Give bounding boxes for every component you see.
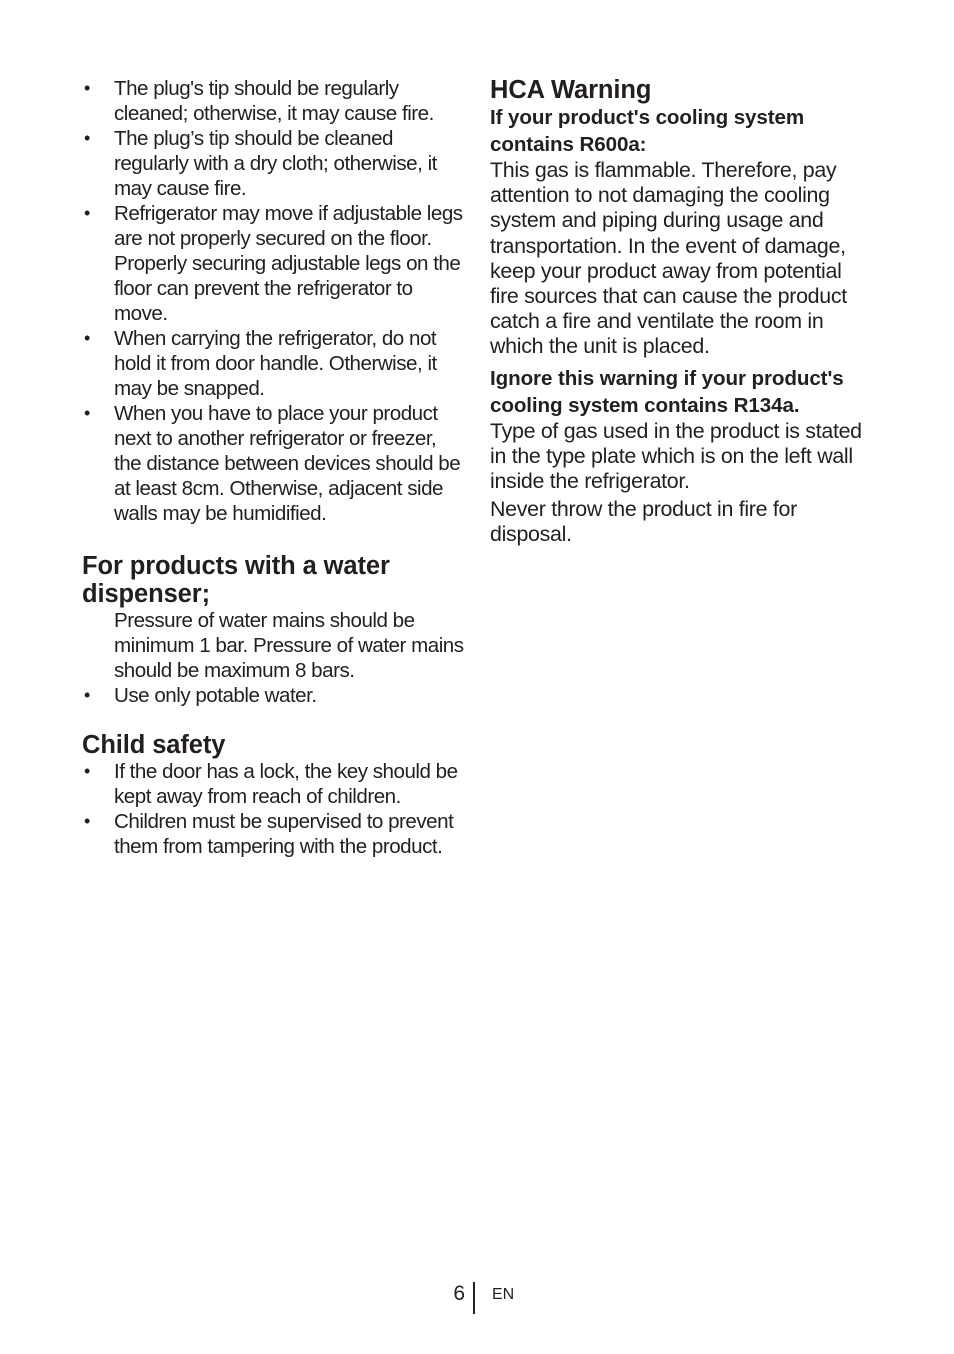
bullet-icon: • xyxy=(84,811,91,831)
list-item xyxy=(82,683,466,708)
bullet-icon: • xyxy=(84,128,91,148)
list-item-text: The plug's tip should be regularly cleaned; otherwise, it may cause fire. xyxy=(114,77,434,125)
list-item xyxy=(82,759,466,809)
bullet-icon: • xyxy=(84,761,91,781)
list-item-text: If the door has a lock, the key should be kept away from reach of children. xyxy=(114,760,458,808)
list-item xyxy=(82,809,466,859)
child-safety-bullet-list xyxy=(82,759,466,859)
list-item-text: Use only potable water. xyxy=(114,684,317,707)
left-column xyxy=(82,76,466,859)
bullet-icon: • xyxy=(84,328,91,348)
list-item-text: Children must be supervised to prevent them from tampering with the product. xyxy=(114,810,454,858)
bullet-icon: • xyxy=(84,78,91,98)
r600a-paragraph: This gas is flammable. Therefore, pay attention to not damaging the cooling system and piping during usage and transportation. In the event of damage, keep your product away from potential fire sources that can cause the product catch a fire and ventilate the room in which the unit is placed. xyxy=(490,158,847,359)
water-dispenser-heading: For products with a water dispenser; xyxy=(82,552,390,608)
list-item-text: Refrigerator may move if adjustable legs are not properly secured on the floor. Properly securing adjustable legs on the floor can prevent the refrigerator to move. xyxy=(114,202,463,325)
list-item xyxy=(82,201,466,326)
list-item-text: When you have to place your product next to another refrigerator or freezer, the distance between devices should be at least 8cm. Otherwise, adjacent side walls may be humidified. xyxy=(114,402,461,525)
water-bullet-list xyxy=(82,683,466,708)
list-item xyxy=(82,326,466,401)
hca-warning-heading: HCA Warning xyxy=(490,76,652,104)
footer-divider xyxy=(473,1282,475,1314)
bullet-icon: • xyxy=(84,203,91,223)
r600a-subheading: If your product's cooling system contains R600a: xyxy=(490,106,805,156)
child-safety-heading: Child safety xyxy=(82,731,226,759)
gas-type-paragraph: Type of gas used in the product is stated in the type plate which is on the left wall inside the refrigerator. xyxy=(490,418,862,494)
water-pressure-text: Pressure of water mains should be minimum 1 bar. Pressure of water mains should be maximum 8 bars. xyxy=(114,609,464,682)
safety-bullet-list xyxy=(82,76,466,526)
list-item-text: The plug’s tip should be cleaned regularly with a dry cloth; otherwise, it may cause fire. xyxy=(114,127,437,200)
right-column xyxy=(490,76,874,548)
page-number: 6 xyxy=(453,1282,465,1305)
r134a-subheading: Ignore this warning if your product's cooling system contains R134a. xyxy=(490,366,844,417)
page-footer xyxy=(0,1280,954,1314)
list-item-text: When carrying the refrigerator, do not hold it from door handle. Otherwise, it may be snapped. xyxy=(114,327,437,400)
list-item xyxy=(82,126,466,201)
language-code: EN xyxy=(492,1286,515,1303)
disposal-paragraph: Never throw the product in fire for disposal. xyxy=(490,497,797,547)
bullet-icon: • xyxy=(84,403,91,423)
list-item xyxy=(82,76,466,126)
list-item xyxy=(82,401,466,526)
bullet-icon: • xyxy=(84,685,91,705)
